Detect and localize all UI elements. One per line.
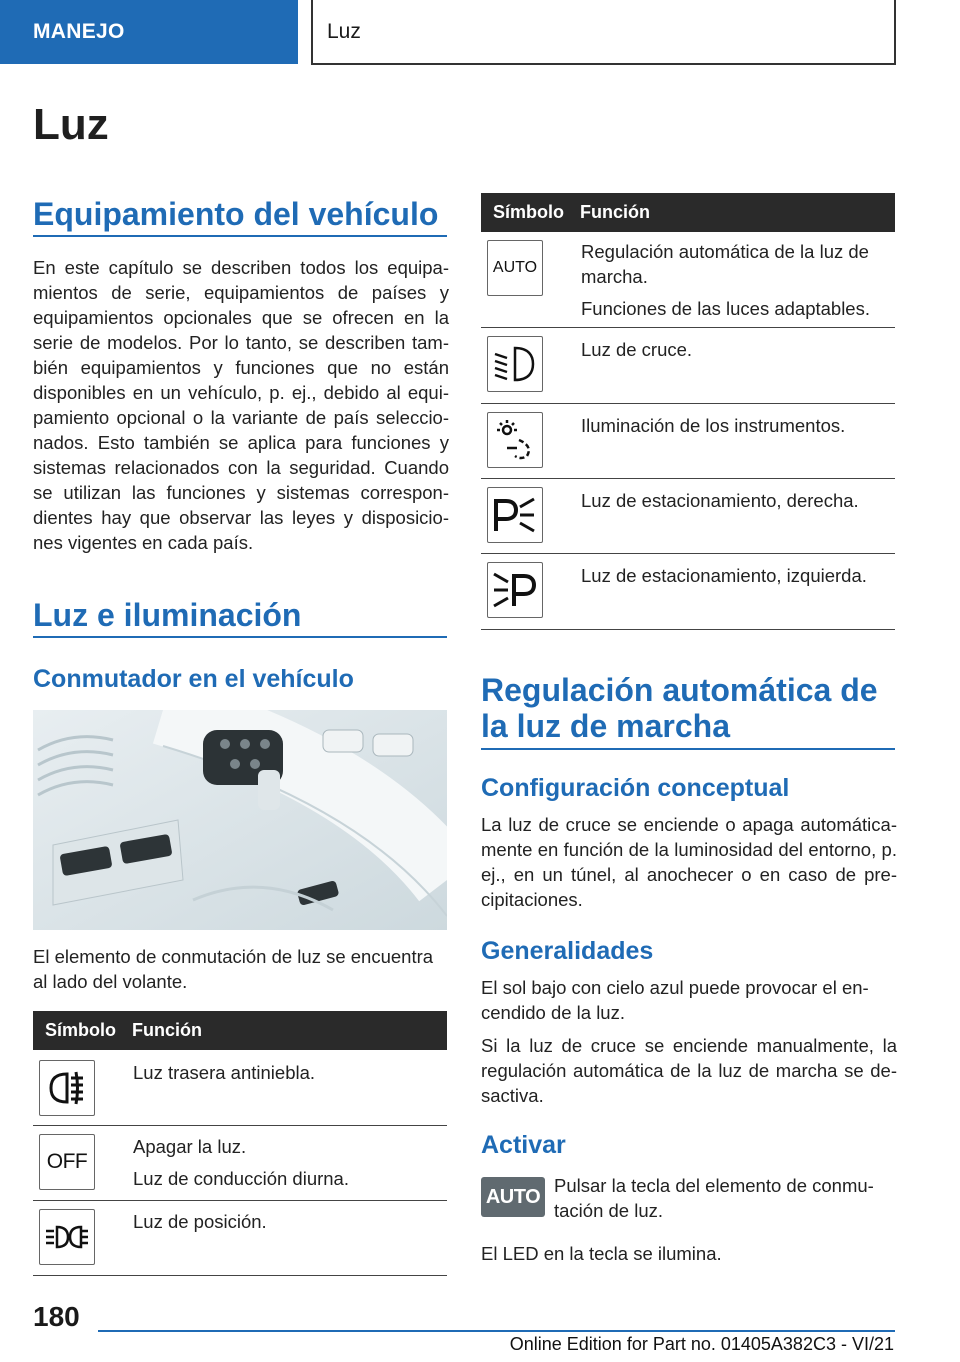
header-symbol: Símbolo [45, 1020, 116, 1040]
function-text: Luz de posición. [133, 1211, 267, 1232]
table-row [481, 479, 895, 554]
function-text: Regulación automática de la luz de marcha. [581, 241, 869, 287]
low-beam-icon [487, 336, 543, 392]
function-text: Iluminación de los instrumentos. [581, 415, 846, 436]
table-row [481, 554, 895, 630]
heading-equipamiento: Equipamiento del vehículo [33, 196, 439, 232]
chapter-title: Luz [311, 0, 896, 65]
page-number: 180 [33, 1301, 80, 1332]
section-tab: MANEJO [0, 0, 298, 64]
heading-rule [481, 748, 895, 750]
heading-configuracion: Configuración conceptual [481, 774, 790, 802]
auto-icon [487, 240, 543, 296]
page-title: Luz [33, 100, 109, 149]
function-text: Luz de conducción diurna. [133, 1168, 349, 1189]
heading-generalidades: Generalidades [481, 937, 654, 965]
heading-luz-iluminacion: Luz e iluminación [33, 597, 302, 633]
edition-info: Online Edition for Part no. 01405A382C3 - VI/21 [509, 1334, 894, 1354]
table-row [481, 232, 895, 328]
config-paragraph: La luz de cruce se enciende o apaga automática-mente en función de la luminosidad del entorno, p. ej., en un túnel, al anochecer o en caso de pre-cipitaciones. [481, 814, 897, 910]
off-label: OFF [46, 1150, 88, 1173]
header-function: Función [580, 202, 650, 222]
heading-line: la luz de marcha [481, 708, 730, 744]
activar-paragraph: Pulsar la tecla del elemento de conmu-tación de luz. [554, 1175, 874, 1221]
table-row [33, 1050, 447, 1126]
table-row [33, 1201, 447, 1276]
dashboard-illustration [33, 710, 447, 930]
function-text: Funciones de las luces adaptables. [581, 298, 870, 319]
parking-light-right-icon [487, 487, 543, 543]
table-row [481, 404, 895, 479]
auto-key-icon: AUTO [481, 1177, 545, 1217]
table-header [33, 1011, 447, 1050]
symbol-table-right [481, 193, 895, 630]
function-text: Luz de estacionamiento, izquierda. [581, 565, 867, 586]
parking-light-left-icon [487, 562, 543, 618]
heading-activar: Activar [481, 1131, 566, 1159]
generalidades-paragraph-2: Si la luz de cruce se enciende manualmente, la regulación automática de la luz de marcha se de-sactiva. [481, 1035, 897, 1106]
heading-conmutador: Conmutador en el vehículo [33, 665, 354, 693]
position-light-icon [39, 1209, 95, 1265]
off-icon [39, 1134, 95, 1190]
symbol-table-left [33, 1011, 447, 1276]
footer-rule [98, 1330, 895, 1332]
function-text: Luz trasera antiniebla. [133, 1062, 316, 1083]
table-row [33, 1126, 447, 1201]
led-paragraph: El LED en la tecla se ilumina. [481, 1243, 722, 1264]
header-symbol: Símbolo [493, 202, 564, 222]
heading-line: Regulación automática de [481, 672, 878, 708]
intro-paragraph: En este capítulo se describen todos los equipa-mientos de serie, equipamientos de países y equipamientos opcionales que se ofrecen en la serie de modelos. Por lo tanto, se describen tam-bién equipamientos y funciones que no están disponibles en un vehículo, p. ej., debido al equi-pamiento opcional o la variante de país seleccio-nados. Esto también se aplica para funciones y sistemas relacionados con la seguridad. Cuando se utilizan las funciones y sistemas correspon-dientes hay que observar las leyes y disposicio-nes vigentes en cada país. [33, 257, 449, 553]
generalidades-paragraph-1: El sol bajo con cielo azul puede provocar el en-cendido de la luz. [481, 977, 869, 1023]
light-switch-photo [33, 710, 447, 930]
heading-rule [33, 235, 447, 237]
photo-caption: El elemento de conmutación de luz se encuentra al lado del volante. [33, 946, 434, 992]
function-text: Luz de estacionamiento, derecha. [581, 490, 859, 511]
header-function: Función [132, 1020, 202, 1040]
auto-label: AUTO [492, 259, 538, 276]
table-header [481, 193, 895, 232]
function-text: Apagar la luz. [133, 1136, 247, 1157]
instrument-lighting-icon [487, 412, 543, 468]
heading-rule [33, 636, 447, 638]
table-row [481, 328, 895, 404]
rear-fog-light-icon [39, 1060, 95, 1116]
function-text: Luz de cruce. [581, 339, 693, 360]
heading-regulacion [481, 672, 895, 744]
